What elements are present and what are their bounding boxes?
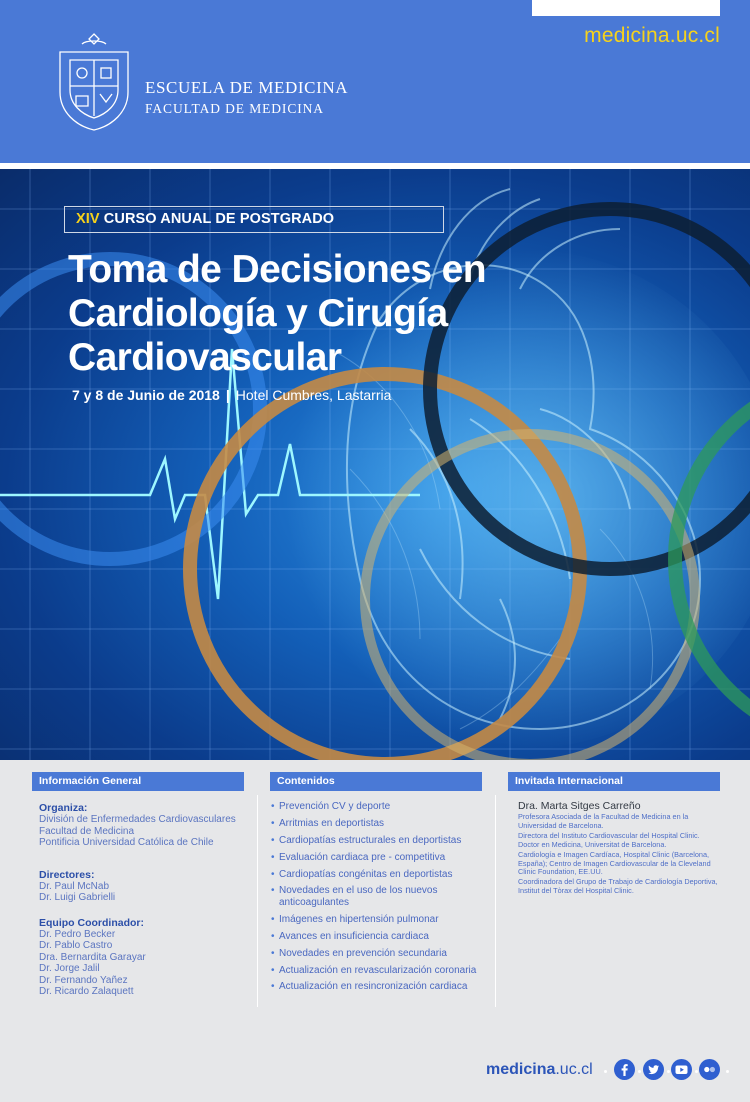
guest-bio-line: Directora del Instituto Cardiovascular del Hospital Clinic. Doctor en Medicina, Universitat de Barcelona. (518, 830, 700, 849)
coordinator-name: Dra. Bernardita Garayar (39, 951, 146, 963)
organiza-title: Organiza: (39, 802, 88, 814)
course-roman: XIV (76, 211, 100, 227)
column-divider (495, 795, 496, 1007)
header-url-link[interactable]: medicina.uc.cl (584, 24, 720, 47)
flickr-icon[interactable] (699, 1059, 720, 1080)
school-line1: ESCUELA DE MEDICINA (145, 78, 349, 97)
footer-dot (695, 1070, 698, 1073)
organiza-line: Pontificia Universidad Católica de Chile (39, 837, 214, 848)
title-line2: Cardiología y Cirugía (68, 292, 448, 335)
coordinator-name: Dr. Ricardo Zalaquett (39, 986, 134, 997)
list-item: • Arritmias en deportistas (270, 818, 482, 830)
organiza-line: División de Enfermedades Cardiovasculares (39, 814, 236, 825)
hero-banner (0, 169, 750, 760)
organiza-line: Facultad de Medicina (39, 825, 135, 837)
footer-url-rest: .uc.cl (555, 1061, 593, 1078)
list-item: • Imágenes en hipertensión pulmonar (270, 914, 482, 926)
date-separator: | (225, 387, 230, 403)
director-name: Dr. Luigi Gabrielli (39, 892, 116, 903)
contents-header: Contenidos (270, 772, 482, 791)
header-band (0, 0, 750, 163)
footer-dot (604, 1070, 607, 1073)
event-title (68, 248, 588, 380)
general-info-header: Información General (32, 772, 244, 791)
twitter-icon[interactable] (643, 1059, 664, 1080)
general-info-column (32, 772, 244, 998)
coordinator-name: Dr. Fernando Yañez (39, 974, 128, 986)
list-item: • Actualización en resincronización cardiaca (270, 981, 482, 993)
guest-name: Dra. Marta Sitges Carreño (518, 800, 641, 812)
school-line2: FACULTAD DE MEDICINA (145, 101, 324, 116)
footer-dot (638, 1070, 641, 1073)
column-divider (257, 795, 258, 1007)
guest-bio-line: Coordinadora del Grupo de Trabajo de Cardiología Deportiva, Institut del Tòrax del Hospital Clinic. (518, 877, 718, 896)
guest-bio-line: Cardiología e Imagen Cardíaca, Hospital Clinic (Barcelona, España); Centro de Imagen Cardiovascular de la Cleveland Clinic Foundation, EE.UU. (518, 849, 711, 877)
guest-header: Invitada Internacional (508, 772, 720, 791)
footer-dot (726, 1070, 729, 1073)
directores-title: Directores: (39, 868, 95, 881)
contents-list (270, 801, 482, 993)
list-item: • Novedades en el uso de los nuevos anticoagulantes (270, 885, 482, 908)
list-item: • Avances en insuficiencia cardiaca (270, 931, 482, 943)
school-name (145, 78, 348, 117)
list-item: • Evaluación cardiaca pre - competitiva (270, 852, 482, 864)
course-label (76, 211, 334, 227)
event-date: 7 y 8 de Junio de 2018 (72, 387, 220, 403)
guest-column (508, 772, 720, 896)
coordinator-name: Dr. Jorge Jalil (39, 963, 100, 974)
event-venue: Hotel Cumbres, Lastarria (235, 387, 392, 403)
youtube-icon[interactable] (671, 1059, 692, 1080)
footer-url-link[interactable] (486, 1061, 593, 1079)
coordinator-name: Dr. Pablo Castro (39, 940, 113, 951)
university-seal-icon (52, 30, 136, 132)
list-item: • Novedades en prevención secundaria (270, 948, 482, 960)
list-item: • Cardiopatías estructurales en deportistas (270, 835, 482, 847)
facebook-icon[interactable] (614, 1059, 635, 1080)
footer-dot (667, 1070, 670, 1073)
title-line1: Toma de Decisiones en (68, 248, 486, 291)
list-item: • Cardiopatías congénitas en deportistas (270, 869, 482, 881)
list-item: • Actualización en revascularización coronaria (270, 965, 482, 977)
event-date-venue (72, 387, 391, 403)
title-line3: Cardiovascular (68, 336, 342, 379)
url-tab (532, 0, 720, 16)
coordinator-name: Dr. Pedro Becker (39, 928, 116, 940)
equipo-title: Equipo Coordinador: (39, 916, 144, 929)
guest-bio-line: Profesora Asociada de la Facultad de Medicina en la Universidad de Barcelona. (518, 812, 689, 830)
director-name: Dr. Paul McNab (39, 880, 110, 892)
contents-column (270, 772, 482, 998)
list-item: • Prevención CV y deporte (270, 801, 482, 813)
footer-url-main: medicina (486, 1061, 556, 1078)
course-name: CURSO ANUAL DE POSTGRADO (99, 211, 335, 227)
